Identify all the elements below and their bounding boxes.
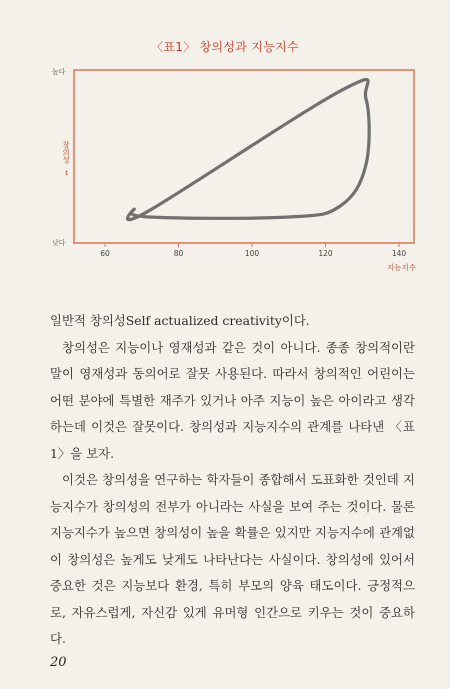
paragraph-3: 이것은 창의성을 연구하는 학자들이 종합해서 도표화한 것인데 지능지수가 창의성의 전부가 아니라는 사실을 보여 주는 것이다. 물론 지능지수가 높으면 창의성이 높을 확률은 있지만 지능지수에 관계없이 창의성은 높게도 낮게도 나타난다는 사실이다. 창의성에 있어서 중요한 것은 지능보다 환경, 특히 부모의 양육 태도이다. 긍정적으로, 자유스럽게, 자신감 있게 유머형 인간으로 키우는 것이 중요하다. <box>50 472 415 646</box>
x-tick-label-2: 100 <box>244 249 260 258</box>
x-ticks <box>100 243 406 258</box>
paragraph-2: 창의성은 지능이나 영재성과 같은 것이 아니다. 종종 창의적이란 말이 영재성과 동의어로 잘못 사용된다. 따라서 창의적인 어린이는 어떤 분야에 특별한 재주가 있거나 아주 지능이 높은 아이라고 생각하는데 이것은 잘못이다. 창의성과 지능지수의 관계를 나타낸 〈표1〉을 보자. <box>50 339 415 461</box>
y-bottom-label: 낮다 <box>52 239 66 247</box>
x-tick-label-4: 140 <box>391 249 407 258</box>
x-tick-label-0: 60 <box>100 249 110 258</box>
y-top-label: 높다 <box>52 68 66 76</box>
x-axis-title: 지능지수 <box>387 263 416 272</box>
figure-title: 〈표1〉 창의성과 지능지수 <box>151 40 299 54</box>
creativity-iq-chart <box>0 0 450 300</box>
series-curve <box>127 80 369 220</box>
x-tick-label-3: 120 <box>318 249 333 258</box>
y-axis-arrow: ↕ <box>64 170 70 177</box>
x-tick-label-1: 80 <box>173 249 184 258</box>
body-text <box>50 308 415 653</box>
y-axis-title: 창의성 <box>61 140 71 164</box>
page-number: 20 <box>50 655 67 670</box>
paragraph-1: 일반적 창의성Self actualized creativity이다. <box>50 313 310 328</box>
